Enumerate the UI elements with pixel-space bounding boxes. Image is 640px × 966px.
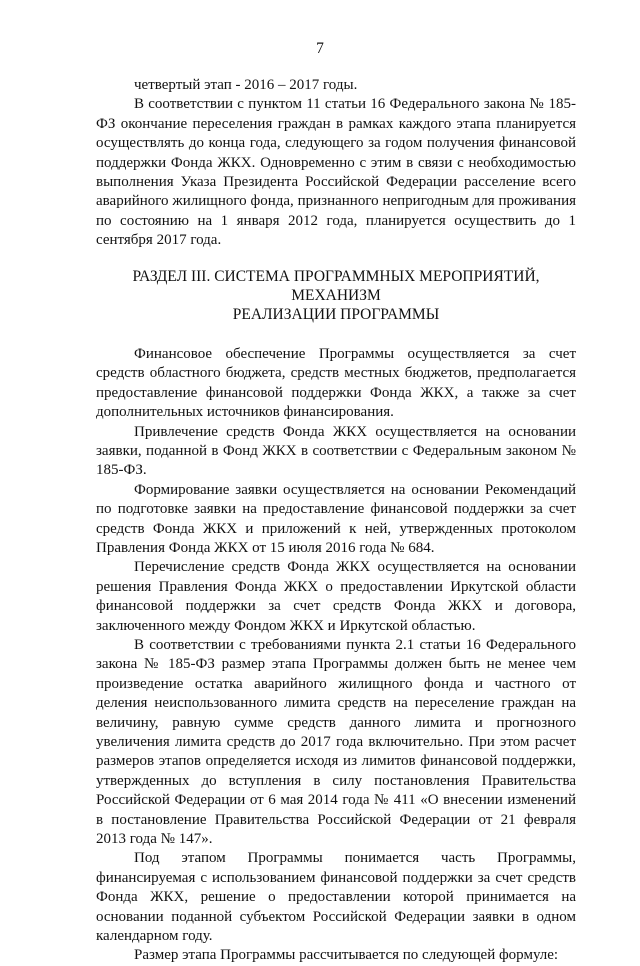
section-heading xyxy=(96,267,576,325)
paragraph-application-formation: Формирование заявки осуществляется на основании Рекомендаций по подготовке заявки на предоставление финансовой поддержки за счет средств Фонда ЖКХ и приложений к ней, утвержденных протоколом Правления Фонда ЖКХ от 15 июля 2016 года № 684. xyxy=(96,481,576,556)
page-number: 7 xyxy=(316,40,324,57)
paragraph-financing: Финансовое обеспечение Программы осуществляется за счет средств областного бюджета, средств местных бюджетов, предполагается предоставление финансовой поддержки Фонда ЖКХ, а также за счет дополнительных источников финансирования. xyxy=(96,345,576,421)
paragraph-stage-definition: Под этапом Программы понимается часть Программы, финансируемая с использованием финансовой поддержки за счет средств Фонда ЖКХ, решение о предоставлении которой принимается на основании поданной субъектом Российской Федерации заявки в одном календарном году. xyxy=(96,850,576,945)
paragraph-resettlement-deadline: В соответствии с пунктом 11 статьи 16 Федерального закона № 185-ФЗ окончание переселения граждан в рамках каждого этапа планируется осуществлять до конца года, следующего за годом получения финансовой поддержки Фонда ЖКХ. Одновременно с этим в связи с необходимостью выполнения Указа Президента Российской Федерации расселение всего аварийного жилищного фонда, признанного непригодным для проживания по состоянию на 1 января 2012 года, планируется осуществить до 1 сентября 2017 года. xyxy=(96,96,576,249)
paragraph-stage-four: четвертый этап - 2016 – 2017 годы. xyxy=(134,77,358,93)
paragraph-formula-intro: Размер этапа Программы рассчитывается по следующей формуле: xyxy=(134,947,559,964)
document-body xyxy=(96,76,576,966)
section-heading-line1: РАЗДЕЛ III. СИСТЕМА ПРОГРАММНЫХ МЕРОПРИЯТИЙ, МЕХАНИЗМ xyxy=(132,267,540,305)
section-heading-line2: РЕАЛИЗАЦИИ ПРОГРАММЫ xyxy=(232,306,440,324)
paragraph-stage-size-requirements: В соответствии с требованиями пункта 2.1 статьи 16 Федерального закона № 185-ФЗ размер этапа Программы должен быть не менее чем произведение остатка аварийного жилищного фонда и частного от деления неиспользованного лимита средств на переселение граждан на величину, равную сумме средств данного лимита и прогнозного увеличения лимита средств до 2017 года включительно. При этом расчет размеров этапов определяется исходя из лимитов финансовой поддержки, утвержденных до вступления в силу постановления Правительства Российской Федерации от 6 мая 2014 года № 411 «О внесении изменений в постановление Правительства Российской Федерации от 21 февраля 2013 года № 147». xyxy=(96,636,576,848)
paragraph-fund-transfer: Перечисление средств Фонда ЖКХ осуществляется на основании решения Правления Фонда ЖКХ о предоставлении Иркутской области финансовой поддержки за счет средств Фонда ЖКХ и договора, заключенного между Фондом ЖКХ и Иркутской областью. xyxy=(96,559,576,634)
paragraph-fund-attraction: Привлечение средств Фонда ЖКХ осуществляется на основании заявки, поданной в Фонд ЖКХ в соответствии с Федеральным законом № 185-ФЗ. xyxy=(96,423,576,479)
